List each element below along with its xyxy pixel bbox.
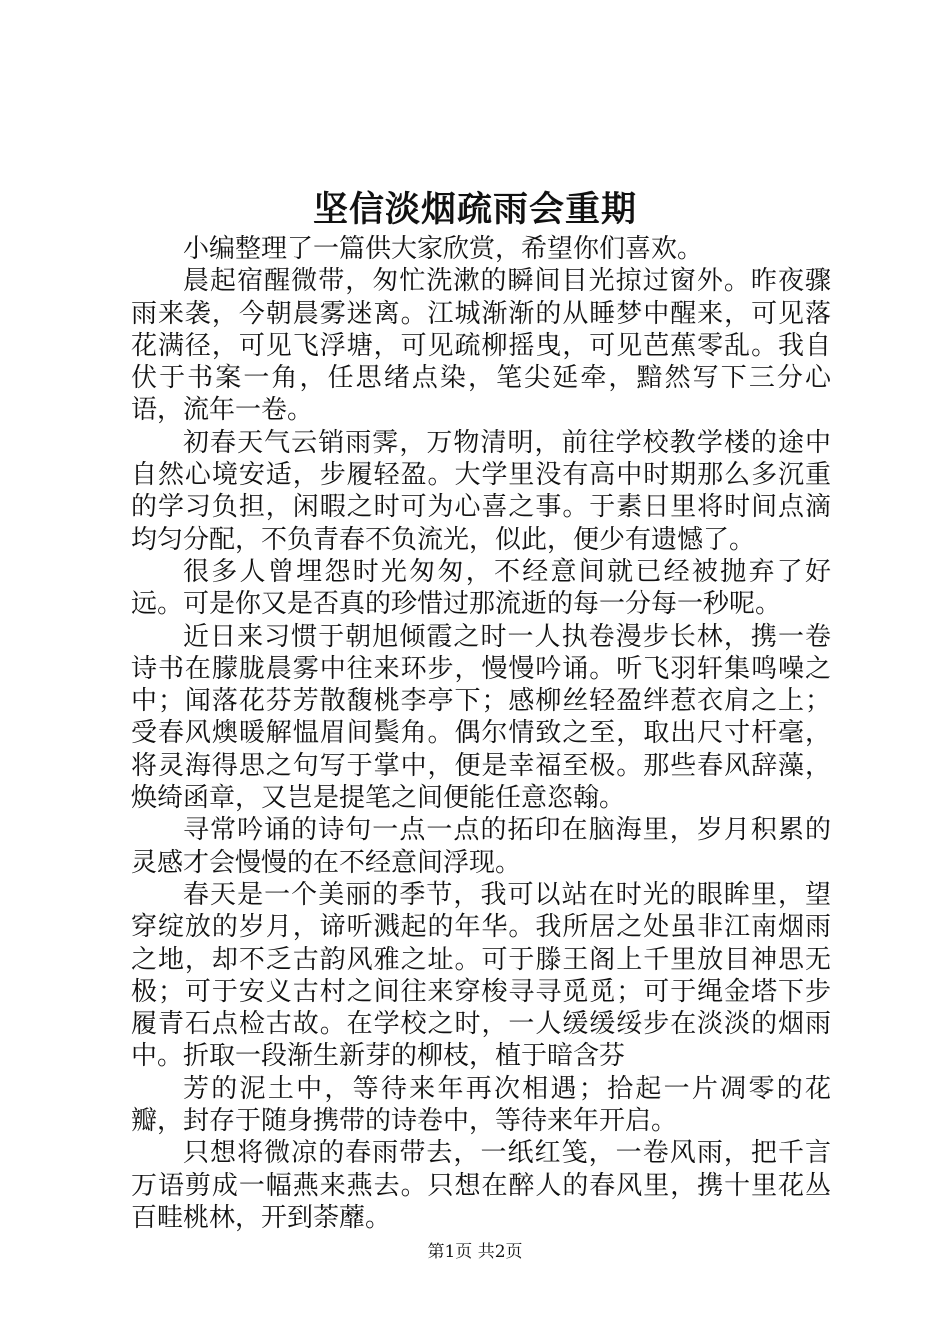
- paragraph-time: 很多人曾埋怨时光匆匆，不经意间就已经被抛弃了好远。可是你又是否真的珍惜过那流逝的每一分每一秒呢。: [131, 556, 831, 620]
- paragraph-poems: 寻常吟诵的诗句一点一点的拓印在脑海里，岁月积累的灵感才会慢慢的在不经意间浮现。: [131, 815, 831, 878]
- paragraph-early-spring: 初春天气云销雨霁，万物清明，前往学校教学楼的途中自然心境安适，步履轻盈。大学里没有高中时期那么多沉重的学习负担，闲暇之时可为心喜之事。于素日里将时间点滴均匀分配，不负青春不负流光，似此，便少有遗憾了。: [131, 427, 831, 555]
- paragraph-intro: 小编整理了一篇供大家欣赏，希望你们喜欢。: [183, 234, 704, 264]
- document-title: 坚信淡烟疏雨会重期: [312, 189, 637, 230]
- page-footer: 第1页 共2页: [427, 1242, 523, 1262]
- paragraph-soil: 芳的泥土中，等待来年再次相遇；拾起一片凋零的花瓣，封存于随身携带的诗卷中，等待来年开启。: [131, 1073, 831, 1137]
- paragraph-spring-season: 春天是一个美丽的季节，我可以站在时光的眼眸里，望穿绽放的岁月，谛听溅起的年华。我所居之处虽非江南烟雨之地，却不乏古韵风雅之址。可于滕王阁上千里放目神思无极；可于安义古村之间往来穿梭寻寻觅觅；可于绳金塔下步履青石点检古故。在学校之时，一人缓缓绥步在淡淡的烟雨中。折取一段渐生新芽的柳枝，植于暗含芬: [131, 879, 831, 1072]
- paragraph-spring-rain: 只想将微凉的春雨带去，一纸红笺，一卷风雨，把千言万语剪成一幅燕来燕去。只想在醉人的春风里，携十里花丛百畦桃林，开到荼蘼。: [131, 1138, 831, 1233]
- document-body: [131, 233, 831, 1234]
- paragraph-morning: 晨起宿醒微带，匆忙洗漱的瞬间目光掠过窗外。昨夜骤雨来袭，今朝晨雾迷离。江城渐渐的从睡梦中醒来，可见落花满径，可见飞浮塘，可见疏柳摇曳，可见芭蕉零乱。我自伏于书案一角，任思绪点染，笔尖延牵，黯然写下三分心语，流年一卷。: [131, 266, 831, 426]
- paragraph-walk: 近日来习惯于朝旭倾霞之时一人执卷漫步长林，携一卷诗书在朦胧晨雾中往来环步，慢慢吟诵。听飞羽轩集鸣噪之中；闻落花芬芳散馥桃李亭下；感柳丝轻盈绊惹衣肩之上；受春风燠暖解愠眉间鬓角。偶尔情致之至，取出尺寸杆毫，将灵海得思之句写于掌中，便是幸福至极。那些春风辞藻，焕绮函章，又岂是提笔之间便能任意恣翰。: [131, 621, 831, 814]
